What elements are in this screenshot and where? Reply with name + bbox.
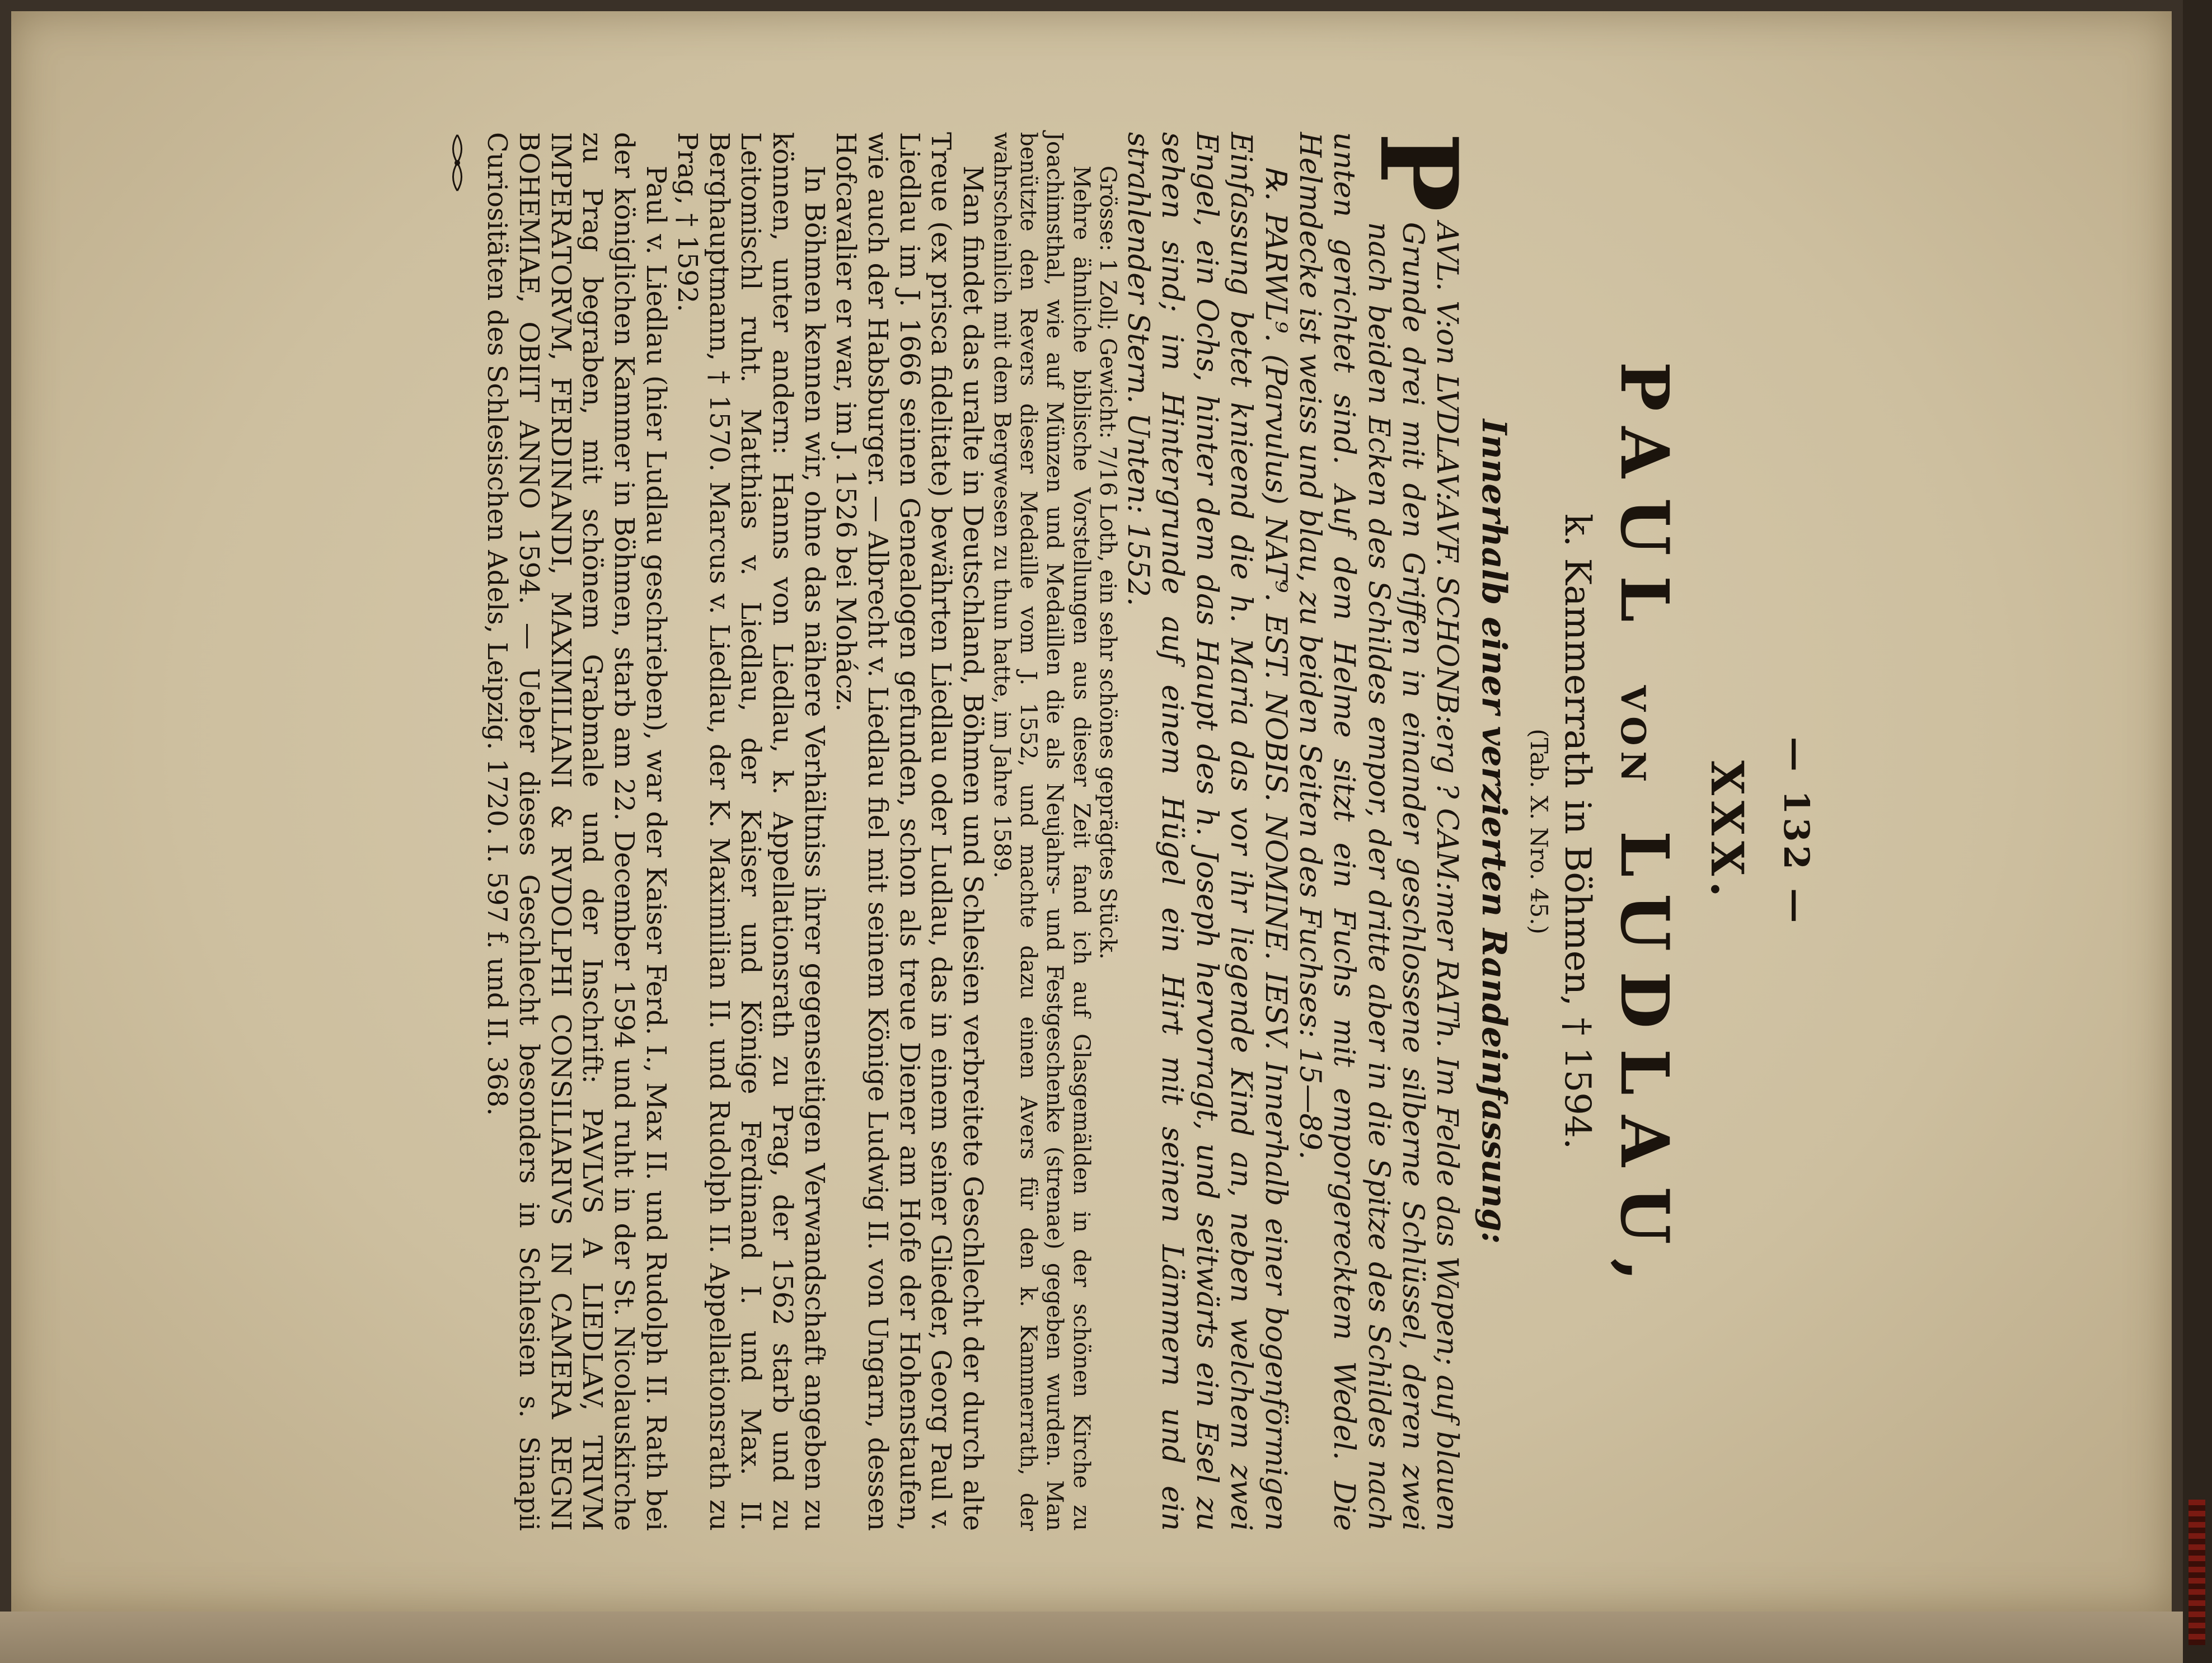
printed-text-block	[115, 132, 1817, 1531]
title-part-ludlau: LUDLAU,	[1606, 830, 1684, 1302]
plate-reference: (Tab. X. Nro. 45.)	[1525, 729, 1553, 934]
section-number: XXX.	[1700, 760, 1754, 903]
reverse-description: ℞. PARWL⁹. (Parvulus) NAT⁹. EST. NOBIS. NOMINE. IESV. Innerhalb einer bogenförmigen Einfassung betet knieend die h. Maria das vor ihr liegende Kind an, neben welchem zwei Engel, ein Ochs, hinter dem das Haupt des h. Joseph hervorragt, und seitwärts ein Esel zu sehen sind; im Hintergrunde auf einem Hügel ein Hirt mit seinen Lämmern und ein strahlender Stern. Unten: 1552.	[1121, 132, 1292, 1531]
similar-images-note: Mehre ähnliche biblische Vorstellungen aus dieser Zeit fand ich auf Glasgemälden in der schönen Kirche zu Joachimsthal, wie auf Münzen und Medaillen die als Neujahrs- und Festgeschenke (strenae) gegeben wurden. Man benützte den Revers dieser Medaille vom J. 1552, und machte dazu einen Avers für den k. Kammerrath, der wahrscheinlich mit dem Bergwesen zu thun hatte, im Jahre 1589.	[989, 132, 1094, 1531]
fleuron-ornament-icon	[448, 132, 467, 194]
intro-line: Innerhalb einer verzierten Randeinfassung:	[1474, 419, 1514, 1244]
page-number: — 132 —	[1776, 736, 1817, 927]
history-paragraph-2: In Böhmen kennen wir, ohne das nähere Verhältniss ihrer gegenseitigen Verwandschaft angeben zu können, unter andern: Hanns von Liedlau, k. Appellationsrath zu Prag, der 1562 starb und zu Leitomischl ruht. Matthias v. Liedlau, der Kaiser und Könige Ferdinand I. und Max. II. Berghauptmann, † 1570. Marcus v. Liedlau, der K. Maximilian II. und Rudolph II. Appellationsrath zu Prag, † 1592.	[672, 132, 830, 1531]
scan-border	[2183, 0, 2212, 1663]
color-scale-strip	[2188, 1500, 2205, 1645]
obverse-text: AVL. V:on LVDLAV:AVF. SCHONB:erg ? CAM:mer RATh. Im Felde das Wapen; auf blauen Grunde drei mit den Griffen in einander geschlossene silberne Schlüssel, deren zwei nach beiden Ecken des Schildes empor, der dritte aber in die Spitze des Schildes nach unten gerichtet sind. Auf dem Helme sitzt ein Fuchs mit emporgerecktem Wedel. Die Helmdecke ist weiss und blau, zu beiden Seiten des Fuchses: 15—89.	[1292, 132, 1464, 1531]
drop-cap: P	[1356, 132, 1482, 212]
next-page-edge	[0, 1612, 2212, 1663]
size-weight-note: Grösse: 1 Zoll; Gewicht: 7/16 Loth, ein sehr schönes geprägtes Stück.	[1094, 166, 1121, 960]
entry-title	[1606, 132, 1684, 1531]
history-paragraph-1: Man findet das uralte in Deutschland, Böhmen und Schlesien verbreitete Geschlecht der durch alte Treue (ex prisca fidelitate) bewährten Liedlau oder Ludlau, das in einem seiner Glieder, Georg Paul v. Liedlau im J. 1666 seinen Genealogen gefunden, schon als treue Diener am Hofe der Hohenstaufen, wie auch der Habsburger. — Albrecht v. Liedlau fiel mit seinem Könige Ludwig II. von Ungarn, dessen Hofcavalier er war, im J. 1526 bei Mohácz.	[830, 132, 988, 1531]
title-part-paul: PAUL	[1606, 361, 1684, 642]
history-paragraph-3: Paul v. Liedlau (hier Ludlau geschrieben), war der Kaiser Ferd. I., Max II. und Rudolph II. Rath bei der königlichen Kammer in Böhmen, starb am 22. December 1594 und ruht in der St. Nicolauskirche zu Prag begraben, mit schönem Grabmale und der Inschrift: PAVLVS A LIEDLAV, TRIVM IMPERATORVM, FERDINANDI, MAXIMILIANI & RVDOLPHI CONSILIARIVS IN CAMERA REGNI BOHEMIAE, OBIIT ANNO 1594. — Ueber dieses Geschlecht besonders in Schlesien s. Sinapii Curiositäten des Schlesischen Adels, Leipzig. 1720. I. 597 f. und II. 368.	[481, 132, 672, 1531]
title-part-von: VON	[1613, 685, 1653, 788]
entry-subtitle: k. Kammerrath in Böhmen, † 1594.	[1557, 513, 1599, 1150]
obverse-description	[1292, 132, 1482, 1531]
